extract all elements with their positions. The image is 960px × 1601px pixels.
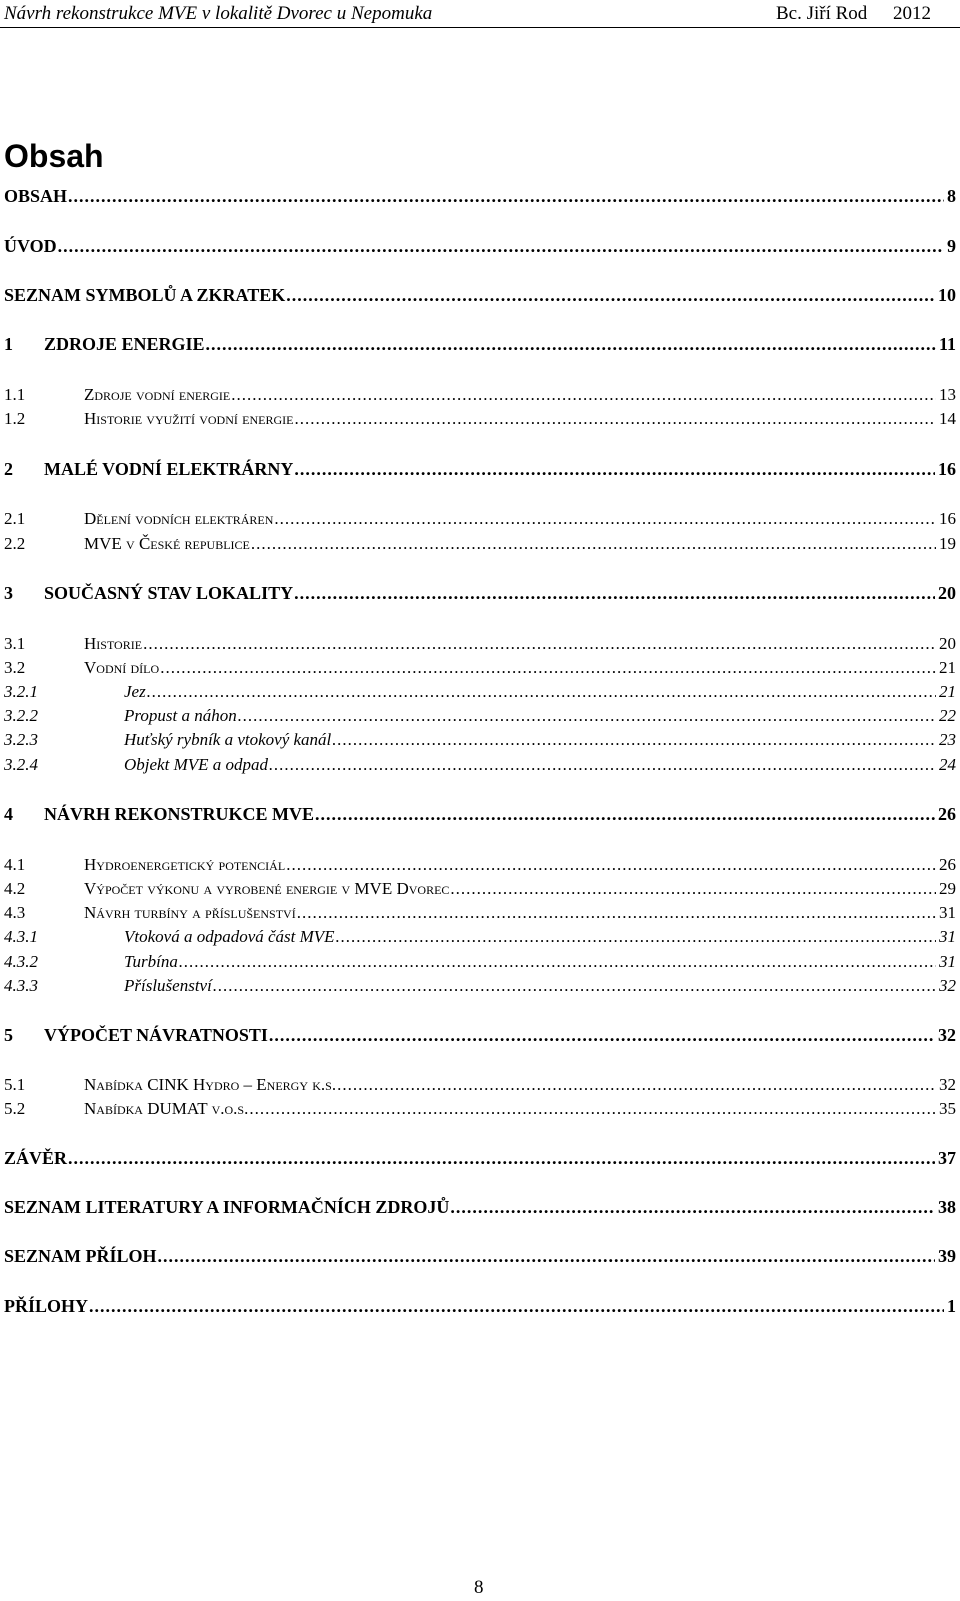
- toc-entry-title: SEZNAM PŘÍLOH: [4, 1246, 157, 1266]
- toc-entry-page: 23: [939, 730, 956, 749]
- toc-entry-page: 13: [939, 385, 956, 404]
- toc-entry-title: Turbína: [124, 952, 178, 971]
- toc-entry-page: 26: [938, 804, 956, 824]
- toc-entry-page: 14: [939, 409, 956, 428]
- toc-entry-leader-dots: [274, 508, 936, 530]
- toc-entry[interactable]: [4, 1245, 956, 1267]
- toc-entry-page: 21: [939, 682, 956, 701]
- toc-entry-page: 20: [938, 583, 956, 603]
- toc-entry-title: MALÉ VODNÍ ELEKTRÁRNY: [44, 459, 294, 479]
- toc-entry[interactable]: [4, 657, 956, 679]
- toc-entry-number: 5.2: [4, 1099, 26, 1118]
- toc-entry-leader-dots: [286, 854, 936, 876]
- footer-page-number: 8: [474, 1577, 484, 1598]
- toc-entry[interactable]: [4, 681, 956, 703]
- toc-entry-title: Návrh turbíny a příslušenství: [84, 903, 296, 922]
- toc-entry-number: 5: [4, 1025, 13, 1045]
- toc-entry-number: 5.1: [4, 1075, 26, 1094]
- toc-entry-number: 1.2: [4, 409, 26, 428]
- toc-entry-page: 26: [939, 855, 956, 874]
- toc-entry-page: 37: [938, 1148, 956, 1168]
- toc-entry-title: Vtoková a odpadová část MVE: [124, 927, 335, 946]
- toc-entry-leader-dots: [286, 284, 935, 306]
- toc-entry-page: 16: [938, 459, 956, 479]
- toc-entry-title: Objekt MVE a odpad: [124, 755, 268, 774]
- toc-entry-page: 8: [947, 186, 956, 206]
- toc-entry-title: Výpočet výkonu a vyrobené energie v MVE Dvorec: [84, 879, 450, 898]
- toc-entry-title: Vodní dílo: [84, 658, 160, 677]
- toc-entry-page: 9: [947, 236, 956, 256]
- toc-entry-leader-dots: [269, 754, 936, 776]
- toc-entry[interactable]: [4, 951, 956, 973]
- toc-entry-leader-dots: [249, 1098, 936, 1120]
- toc-entry-page: 32: [939, 976, 956, 995]
- toc-entry[interactable]: [4, 582, 956, 604]
- toc-entry-number: 1.1: [4, 385, 26, 404]
- toc-entry-page: 31: [939, 927, 956, 946]
- header-author: Bc. Jiří Rod: [776, 3, 868, 24]
- toc-entry-leader-dots: [143, 633, 936, 655]
- toc-entry-number: 3.2.4: [4, 755, 38, 774]
- toc-entry-leader-dots: [450, 1196, 935, 1218]
- toc-entry-page: 39: [938, 1246, 956, 1266]
- toc-entry-leader-dots: [294, 458, 935, 480]
- toc-entry-page: 32: [939, 1075, 956, 1094]
- toc-entry[interactable]: [4, 729, 956, 751]
- toc-entry-page: 10: [938, 285, 956, 305]
- toc-entry-title: SEZNAM LITERATURY A INFORMAČNÍCH ZDROJŮ: [4, 1197, 450, 1217]
- toc-entry-number: 3.2.1: [4, 682, 38, 701]
- toc-entry-page: 29: [939, 879, 956, 898]
- toc-entry-title: Jez: [124, 682, 146, 701]
- toc-entry-leader-dots: [337, 1074, 936, 1096]
- toc-entry[interactable]: [4, 408, 956, 430]
- toc-entry-number: 4.3.2: [4, 952, 38, 971]
- toc-entry-title: Nabídka CINK Hydro – Energy k.s.: [84, 1075, 337, 1094]
- toc-entry-number: 4.3: [4, 903, 26, 922]
- toc-entry-leader-dots: [251, 533, 936, 555]
- toc-entry-number: 3.2: [4, 658, 26, 677]
- toc-entry-page: 31: [939, 903, 956, 922]
- toc-entry-title: Nabídka DUMAT v.o.s.: [84, 1099, 249, 1118]
- toc-entry-page: 16: [939, 509, 956, 528]
- toc-entry[interactable]: [4, 926, 956, 948]
- toc-entry-leader-dots: [238, 705, 936, 727]
- toc-entry[interactable]: [4, 1196, 956, 1218]
- toc-entry-number: 3: [4, 583, 13, 603]
- toc-entry[interactable]: [4, 284, 956, 306]
- toc-entry-number: 2.2: [4, 534, 26, 553]
- toc-entry-page: 11: [938, 334, 956, 354]
- toc-entry[interactable]: [4, 185, 956, 207]
- toc-entry-leader-dots: [58, 235, 944, 257]
- toc-entry-page: 31: [939, 952, 956, 971]
- toc-entry[interactable]: [4, 1074, 956, 1096]
- toc-entry-number: 4.3.3: [4, 976, 38, 995]
- toc-entry-title: ÚVOD: [4, 236, 57, 256]
- toc-entry-page: 38: [938, 1197, 956, 1217]
- toc-entry-title: OBSAH: [4, 186, 68, 206]
- toc-entry-leader-dots: [213, 975, 936, 997]
- header-year: 2012: [893, 3, 931, 24]
- toc-entry-title: SOUČASNÝ STAV LOKALITY: [44, 583, 294, 603]
- toc-entry-number: 3.2.3: [4, 730, 38, 749]
- toc-entry-title: Propust a náhon: [124, 706, 237, 725]
- toc-entry[interactable]: [4, 854, 956, 876]
- toc-entry[interactable]: [4, 633, 956, 655]
- toc-heading: Obsah: [4, 138, 104, 174]
- toc-entry-number: 4.2: [4, 879, 26, 898]
- toc-entry-page: 32: [938, 1025, 956, 1045]
- toc-entry-page: 21: [939, 658, 956, 677]
- toc-entry-page: 1: [947, 1296, 956, 1316]
- toc-entry[interactable]: [4, 533, 956, 555]
- toc-entry-leader-dots: [68, 1147, 935, 1169]
- toc-entry-title: VÝPOČET NÁVRATNOSTI: [44, 1025, 268, 1045]
- toc-entry-leader-dots: [336, 926, 936, 948]
- header-title: Návrh rekonstrukce MVE v lokalitě Dvorec u Nepomuka: [4, 3, 433, 24]
- toc-entry-title: Hydroenergetický potenciál: [84, 855, 286, 874]
- toc-entry[interactable]: [4, 705, 956, 727]
- toc-entry[interactable]: [4, 1147, 956, 1169]
- toc-entry-page: 24: [939, 755, 956, 774]
- toc-entry-leader-dots: [294, 582, 935, 604]
- toc-entry-leader-dots: [332, 729, 936, 751]
- toc-entry-number: 1: [4, 334, 13, 354]
- toc-entry-page: 35: [939, 1099, 956, 1118]
- toc-entry-title: ZDROJE ENERGIE: [44, 334, 205, 354]
- toc-entry[interactable]: [4, 508, 956, 530]
- toc-entry-number: 2: [4, 459, 13, 479]
- toc-entry[interactable]: [4, 1098, 956, 1120]
- toc-entry[interactable]: [4, 1295, 956, 1317]
- toc-entry-leader-dots: [269, 1024, 935, 1046]
- toc-entry-page: 20: [939, 634, 956, 653]
- toc-entry-leader-dots: [68, 185, 944, 207]
- toc-entry-title: NÁVRH REKONSTRUKCE MVE: [44, 804, 315, 824]
- toc-entry-title: Dělení vodních elektráren: [84, 509, 274, 528]
- toc-entry[interactable]: [4, 458, 956, 480]
- toc-entry-title: Historie využití vodní energie: [84, 409, 294, 428]
- toc-entry[interactable]: [4, 333, 956, 355]
- toc-entry-number: 3.1: [4, 634, 26, 653]
- toc-entry-title: PŘÍLOHY: [4, 1296, 89, 1316]
- toc-entry-title: SEZNAM SYMBOLŮ A ZKRATEK: [4, 285, 286, 305]
- toc-entry-title: Historie: [84, 634, 143, 653]
- toc-entry[interactable]: [4, 878, 956, 900]
- toc-entry-leader-dots: [160, 657, 936, 679]
- toc-entry-number: 4: [4, 804, 13, 824]
- toc-entry-page: 19: [939, 534, 956, 553]
- toc-entry-leader-dots: [89, 1295, 944, 1317]
- toc-entry-title: ZÁVĚR: [4, 1148, 68, 1168]
- toc-entry[interactable]: [4, 1024, 956, 1046]
- toc-entry-leader-dots: [315, 803, 935, 825]
- toc-entry-title: Huťský rybník a vtokový kanál: [124, 730, 332, 749]
- toc-entry[interactable]: [4, 902, 956, 924]
- toc-entry-leader-dots: [158, 1245, 935, 1267]
- toc-entry-title: Zdroje vodní energie: [84, 385, 231, 404]
- toc-entry-leader-dots: [231, 384, 936, 406]
- toc-entry[interactable]: [4, 754, 956, 776]
- toc-entry-number: 2.1: [4, 509, 26, 528]
- toc-entry-title: Příslušenství: [124, 976, 212, 995]
- toc-entry-leader-dots: [297, 902, 936, 924]
- toc-entry-title: MVE v České republice: [84, 534, 250, 553]
- toc-entry-number: 4.1: [4, 855, 26, 874]
- toc-entry-leader-dots: [147, 681, 936, 703]
- toc-entry-leader-dots: [206, 333, 936, 355]
- toc-entry-page: 22: [939, 706, 956, 725]
- toc-entry-leader-dots: [450, 878, 936, 900]
- toc-entry-number: 3.2.2: [4, 706, 38, 725]
- toc-entry-number: 4.3.1: [4, 927, 38, 946]
- toc-entry[interactable]: [4, 235, 956, 257]
- toc-entry-leader-dots: [294, 408, 936, 430]
- toc-entry-leader-dots: [179, 951, 936, 973]
- toc-entry[interactable]: [4, 803, 956, 825]
- toc-entry[interactable]: [4, 384, 956, 406]
- toc-entry[interactable]: [4, 975, 956, 997]
